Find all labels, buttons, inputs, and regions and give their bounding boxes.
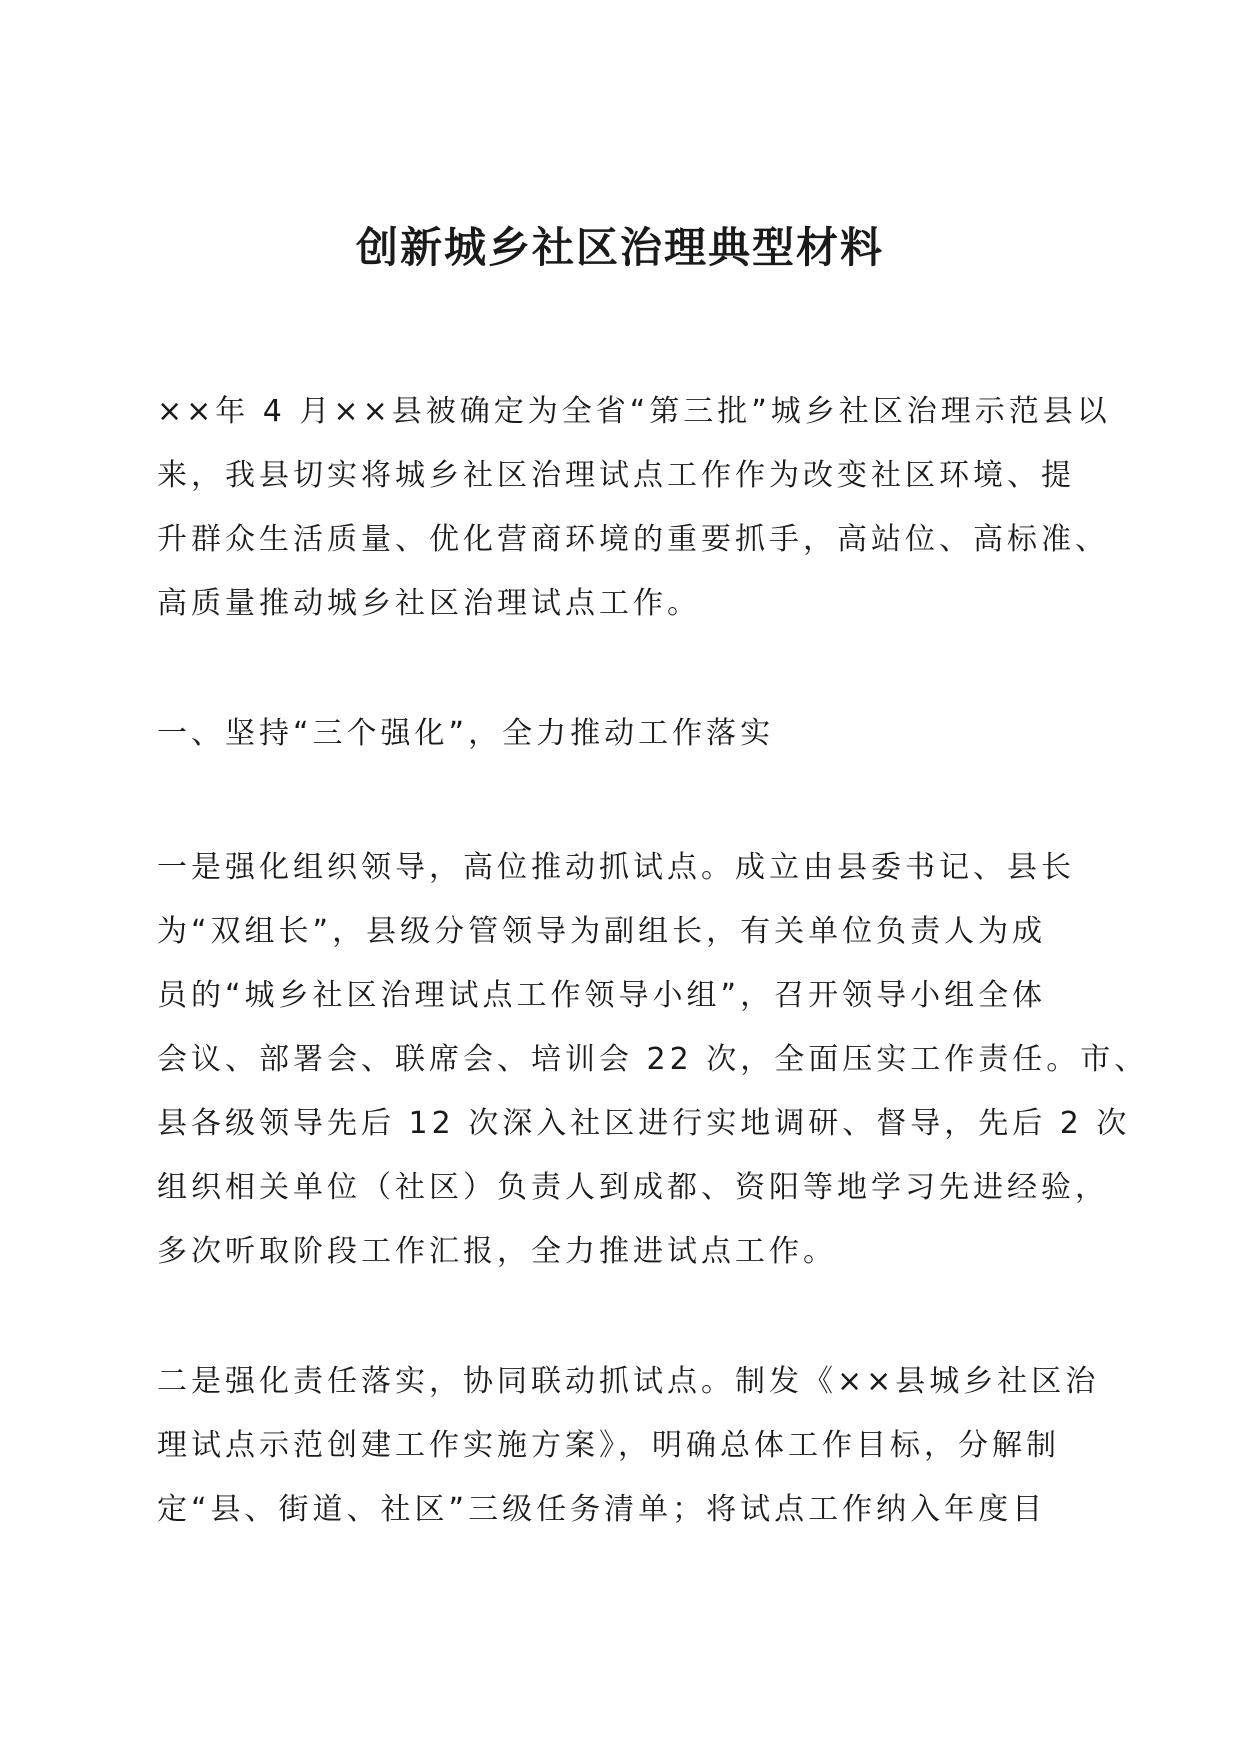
intro-line: ××年 4 月××县被确定为全省“第三批”城乡社区治理示范县以 bbox=[157, 394, 1111, 429]
point-2-line: 定“县、街道、社区”三级任务清单；将试点工作纳入年度目 bbox=[157, 1492, 1047, 1527]
section-heading bbox=[157, 702, 1095, 766]
point-1-line: 县各级领导先后 12 次深入社区进行实地调研、督导，先后 2 次 bbox=[157, 1106, 1131, 1141]
intro-paragraph bbox=[157, 380, 1111, 636]
section-heading-text: 一、坚持“三个强化”，全力推动工作落实 bbox=[157, 716, 775, 751]
point-1-paragraph bbox=[157, 836, 1149, 1284]
point-1-line: 员的“城乡社区治理试点工作领导小组”，召开领导小组全体 bbox=[157, 978, 1047, 1013]
point-1-line: 多次听取阶段工作汇报，全力推进试点工作。 bbox=[157, 1234, 837, 1269]
point-1-line: 组织相关单位（社区）负责人到成都、资阳等地学习先进经验， bbox=[157, 1170, 1109, 1205]
point-2-line: 理试点示范创建工作实施方案》，明确总体工作目标，分解制 bbox=[157, 1428, 1060, 1463]
point-1-line: 一是强化组织领导，高位推动抓试点。成立由县委书记、县长 bbox=[157, 850, 1075, 885]
point-2-line: 二是强化责任落实，协同联动抓试点。制发《××县城乡社区治 bbox=[157, 1364, 1100, 1399]
point-2-paragraph bbox=[157, 1350, 1100, 1542]
point-1-line: 为“双组长”，县级分管领导为副组长，有关单位负责人为成 bbox=[157, 914, 1047, 949]
point-1-line: 会议、部署会、联席会、培训会 22 次，全面压实工作责任。市、 bbox=[157, 1042, 1149, 1077]
intro-line: 高质量推动城乡社区治理试点工作。 bbox=[157, 586, 701, 621]
intro-line: 升群众生活质量、优化营商环境的重要抓手，高站位、高标准、 bbox=[157, 522, 1109, 557]
document-title: 创新城乡社区治理典型材料 bbox=[355, 223, 884, 272]
intro-line: 来，我县切实将城乡社区治理试点工作作为改变社区环境、提 bbox=[157, 458, 1075, 493]
